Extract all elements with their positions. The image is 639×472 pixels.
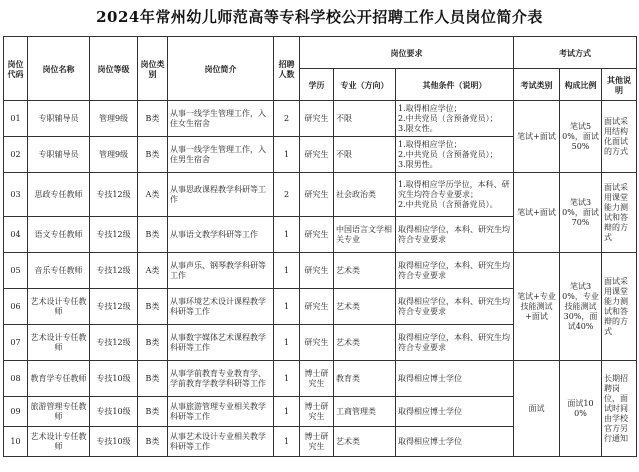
header-name: 岗位名称 <box>28 37 90 101</box>
position-code: 09 <box>4 397 28 427</box>
position-name: 艺术设计专任教师 <box>28 325 90 361</box>
exam-note: 面试采用结构化面试的方式 <box>602 101 637 173</box>
condition-line: 1.取得相应学历学位，本科、研究生均符合专业要求； <box>398 179 510 199</box>
major-req: 社会政治类 <box>334 173 396 217</box>
header-ratio: 构成比例 <box>560 69 602 101</box>
header-major: 专业（方向） <box>334 69 396 101</box>
header-education: 学历 <box>300 69 334 101</box>
position-grade: 专技10级 <box>90 397 138 427</box>
position-name: 语文专任教师 <box>28 217 90 253</box>
condition-line: 1.取得相应学位； <box>398 103 462 113</box>
recruit-count: 1 <box>274 217 300 253</box>
position-category: B类 <box>138 427 168 457</box>
header-count: 招聘人数 <box>274 37 300 101</box>
recruit-count: 1 <box>274 289 300 325</box>
condition-line: 1.取得相应学位； <box>398 139 462 149</box>
exam-ratio: 笔试30%，面试70% <box>560 173 602 253</box>
position-category: B类 <box>138 361 168 397</box>
position-name: 音乐专任教师 <box>28 253 90 289</box>
header-requirements: 岗位要求 <box>300 37 514 69</box>
condition-line: 取得相应学位，本科、研究生均符合专业要求 <box>398 332 510 352</box>
exam-ratio: 笔试50%，面试50% <box>560 101 602 173</box>
exam-ratio: 笔试30%，专业技能测试30%，面试40% <box>560 253 602 361</box>
exam-note: 长期招聘岗位，面试时间由学校官方另行通知 <box>602 361 637 457</box>
position-category: A类 <box>138 253 168 289</box>
education-req: 研究生 <box>300 253 334 289</box>
recruit-count: 1 <box>274 397 300 427</box>
position-code: 06 <box>4 289 28 325</box>
education-req: 研究生 <box>300 137 334 173</box>
position-code: 07 <box>4 325 28 361</box>
other-conditions <box>396 361 514 397</box>
condition-line: 2.中共党员（含预备党员）。 <box>398 199 498 209</box>
position-desc: 从事旅游管理专业相关教学科研等工作 <box>168 397 274 427</box>
position-grade: 专技10级 <box>90 427 138 457</box>
header-grade: 岗位等级 <box>90 37 138 101</box>
position-code: 10 <box>4 427 28 457</box>
condition-line: 取得相应学位，本科、研究生均符合专业要求 <box>398 260 510 280</box>
condition-line: 3.限男性。 <box>398 159 438 169</box>
exam-type: 笔试+面试 <box>514 101 560 173</box>
position-name: 思政专任教师 <box>28 173 90 217</box>
condition-line: 取得相应博士学位 <box>398 373 462 383</box>
condition-line: 取得相应学位，本科、研究生均符合专业要求 <box>398 296 510 316</box>
other-conditions <box>396 173 514 217</box>
recruit-count: 1 <box>274 325 300 361</box>
education-req: 博士研究生 <box>300 427 334 457</box>
education-req: 博士研究生 <box>300 361 334 397</box>
position-code: 01 <box>4 101 28 137</box>
condition-line: 取得相应博士学位 <box>398 406 462 416</box>
position-name: 专职辅导员 <box>28 101 90 137</box>
position-desc: 从事一线学生管理工作，入住女生宿舍 <box>168 101 274 137</box>
table-row <box>4 361 637 397</box>
position-code: 05 <box>4 253 28 289</box>
exam-note: 面试采用课堂能力测试和答辩的方式 <box>602 253 637 361</box>
condition-line: 取得相应学位，本科、研究生均符合专业要求 <box>398 224 510 244</box>
major-req: 不限 <box>334 101 396 137</box>
recruit-count: 1 <box>274 253 300 289</box>
position-grade: 专技12级 <box>90 289 138 325</box>
recruit-count: 2 <box>274 173 300 217</box>
exam-type: 笔试+面试 <box>514 173 560 253</box>
exam-note: 面试采用课堂能力测试和答辩的方式 <box>602 173 637 253</box>
other-conditions <box>396 253 514 289</box>
position-name: 旅游管理专任教师 <box>28 397 90 427</box>
position-grade: 专技12级 <box>90 253 138 289</box>
position-desc: 从事一线学生管理工作，入住男生宿舍 <box>168 137 274 173</box>
table-row <box>4 101 637 137</box>
major-req: 不限 <box>334 137 396 173</box>
exam-type: 面试 <box>514 361 560 457</box>
condition-line: 取得相应博士学位 <box>398 436 462 446</box>
position-grade: 专技12级 <box>90 173 138 217</box>
major-req: 艺术类 <box>334 325 396 361</box>
exam-ratio: 面试100% <box>560 361 602 457</box>
education-req: 博士研究生 <box>300 397 334 427</box>
condition-line: 2.中共党员（含预备党员）； <box>398 149 498 159</box>
position-category: B类 <box>138 217 168 253</box>
recruit-count: 1 <box>274 137 300 173</box>
position-desc: 从事艺术设计专业相关教学科研等工作 <box>168 427 274 457</box>
other-conditions <box>396 137 514 173</box>
position-category: B类 <box>138 137 168 173</box>
document-title: 2024年常州幼儿师范高等专科学校公开招聘工作人员岗位简介表 <box>96 8 543 26</box>
position-grade: 管理9级 <box>90 101 138 137</box>
other-conditions <box>396 217 514 253</box>
position-grade: 专技12级 <box>90 217 138 253</box>
other-conditions <box>396 397 514 427</box>
position-category: B类 <box>138 397 168 427</box>
education-req: 研究生 <box>300 289 334 325</box>
education-req: 研究生 <box>300 325 334 361</box>
position-code: 08 <box>4 361 28 397</box>
education-req: 研究生 <box>300 173 334 217</box>
table-row <box>4 173 637 217</box>
position-category: B类 <box>138 289 168 325</box>
education-req: 研究生 <box>300 101 334 137</box>
position-name: 艺术设计专任教师 <box>28 427 90 457</box>
position-code: 03 <box>4 173 28 217</box>
condition-line: 3.限女性。 <box>398 123 438 133</box>
condition-line: 2.中共党员（含预备党员）； <box>398 113 498 123</box>
position-code: 02 <box>4 137 28 173</box>
position-category: B类 <box>138 325 168 361</box>
position-category: B类 <box>138 101 168 137</box>
position-table <box>3 36 637 457</box>
header-exam-note: 其他说明 <box>602 69 637 101</box>
position-grade: 专技10级 <box>90 361 138 397</box>
header-code: 岗位代码 <box>4 37 28 101</box>
position-desc: 从事思政课程教学科研等工作 <box>168 173 274 217</box>
header-other: 其他条件（说明） <box>396 69 514 101</box>
recruit-count: 1 <box>274 427 300 457</box>
position-desc: 从事语文教学科研等工作 <box>168 217 274 253</box>
other-conditions <box>396 289 514 325</box>
major-req: 艺术类 <box>334 253 396 289</box>
major-req: 中国语言文学相关专业 <box>334 217 396 253</box>
header-category: 岗位类别 <box>138 37 168 101</box>
header-exam-type: 考试类别 <box>514 69 560 101</box>
position-desc: 从事数字媒体艺术课程教学科研等工作 <box>168 325 274 361</box>
other-conditions <box>396 427 514 457</box>
position-desc: 从事环境艺术设计课程教学科研等工作 <box>168 289 274 325</box>
position-code: 04 <box>4 217 28 253</box>
position-name: 艺术设计专任教师 <box>28 289 90 325</box>
position-grade: 管理9级 <box>90 137 138 173</box>
major-req: 教育类 <box>334 361 396 397</box>
position-grade: 专技12级 <box>90 325 138 361</box>
position-category: A类 <box>138 173 168 217</box>
header-exam: 考试方式 <box>514 37 637 69</box>
major-req: 工商管理类 <box>334 397 396 427</box>
major-req: 艺术类 <box>334 427 396 457</box>
position-desc: 从事学前教育专业教育学、学前教育学教学科研等工作 <box>168 361 274 397</box>
position-name: 教育学专任教师 <box>28 361 90 397</box>
education-req: 研究生 <box>300 217 334 253</box>
other-conditions <box>396 101 514 137</box>
recruit-count: 2 <box>274 101 300 137</box>
position-name: 专职辅导员 <box>28 137 90 173</box>
recruit-count: 1 <box>274 361 300 397</box>
position-desc: 从事声乐、钢琴教学科研等工作 <box>168 253 274 289</box>
exam-type: 笔试+专业技能测试+面试 <box>514 253 560 361</box>
major-req: 艺术类 <box>334 289 396 325</box>
other-conditions <box>396 325 514 361</box>
header-desc: 岗位简介 <box>168 37 274 101</box>
table-row <box>4 253 637 289</box>
